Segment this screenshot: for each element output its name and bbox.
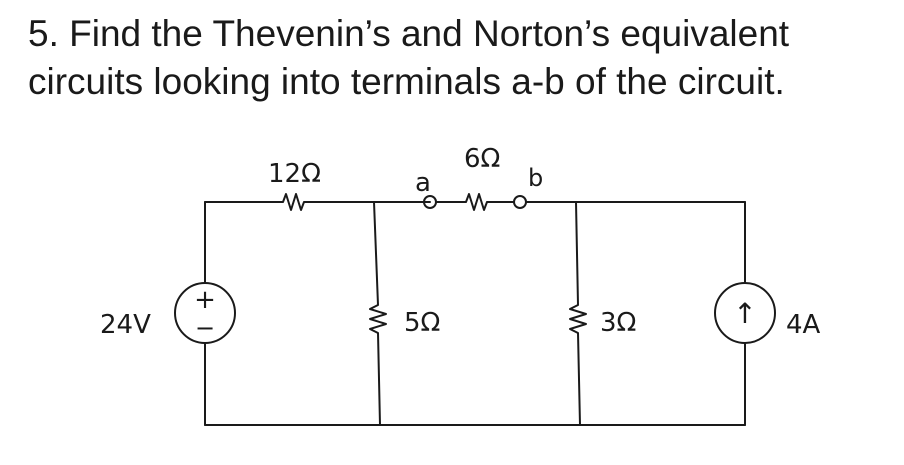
resistor-6ohm — [436, 194, 514, 210]
problem-line-2: circuits looking into terminals a-b of the circuit. — [28, 61, 785, 102]
voltage-source-label: 24V — [100, 310, 151, 340]
top-wire-left — [205, 194, 430, 210]
resistor-5ohm — [370, 202, 386, 425]
resistor-3ohm-label: 3Ω — [600, 308, 637, 338]
terminal-b — [514, 196, 526, 208]
voltage-source-minus: − — [194, 314, 216, 342]
resistor-5ohm-label: 5Ω — [404, 308, 441, 338]
problem-line-1: 5. Find the Thevenin’s and Norton’s equivalent — [28, 13, 790, 54]
resistor-3ohm — [570, 202, 586, 425]
resistor-12ohm-label: 12Ω — [268, 159, 321, 189]
terminal-b-label: b — [528, 164, 544, 192]
current-source-label: 4A — [786, 310, 821, 340]
terminal-a-label: a — [415, 168, 431, 198]
resistor-6ohm-label: 6Ω — [464, 144, 501, 174]
voltage-source-plus: + — [194, 285, 216, 315]
current-source-arrow: ↑ — [733, 297, 757, 330]
